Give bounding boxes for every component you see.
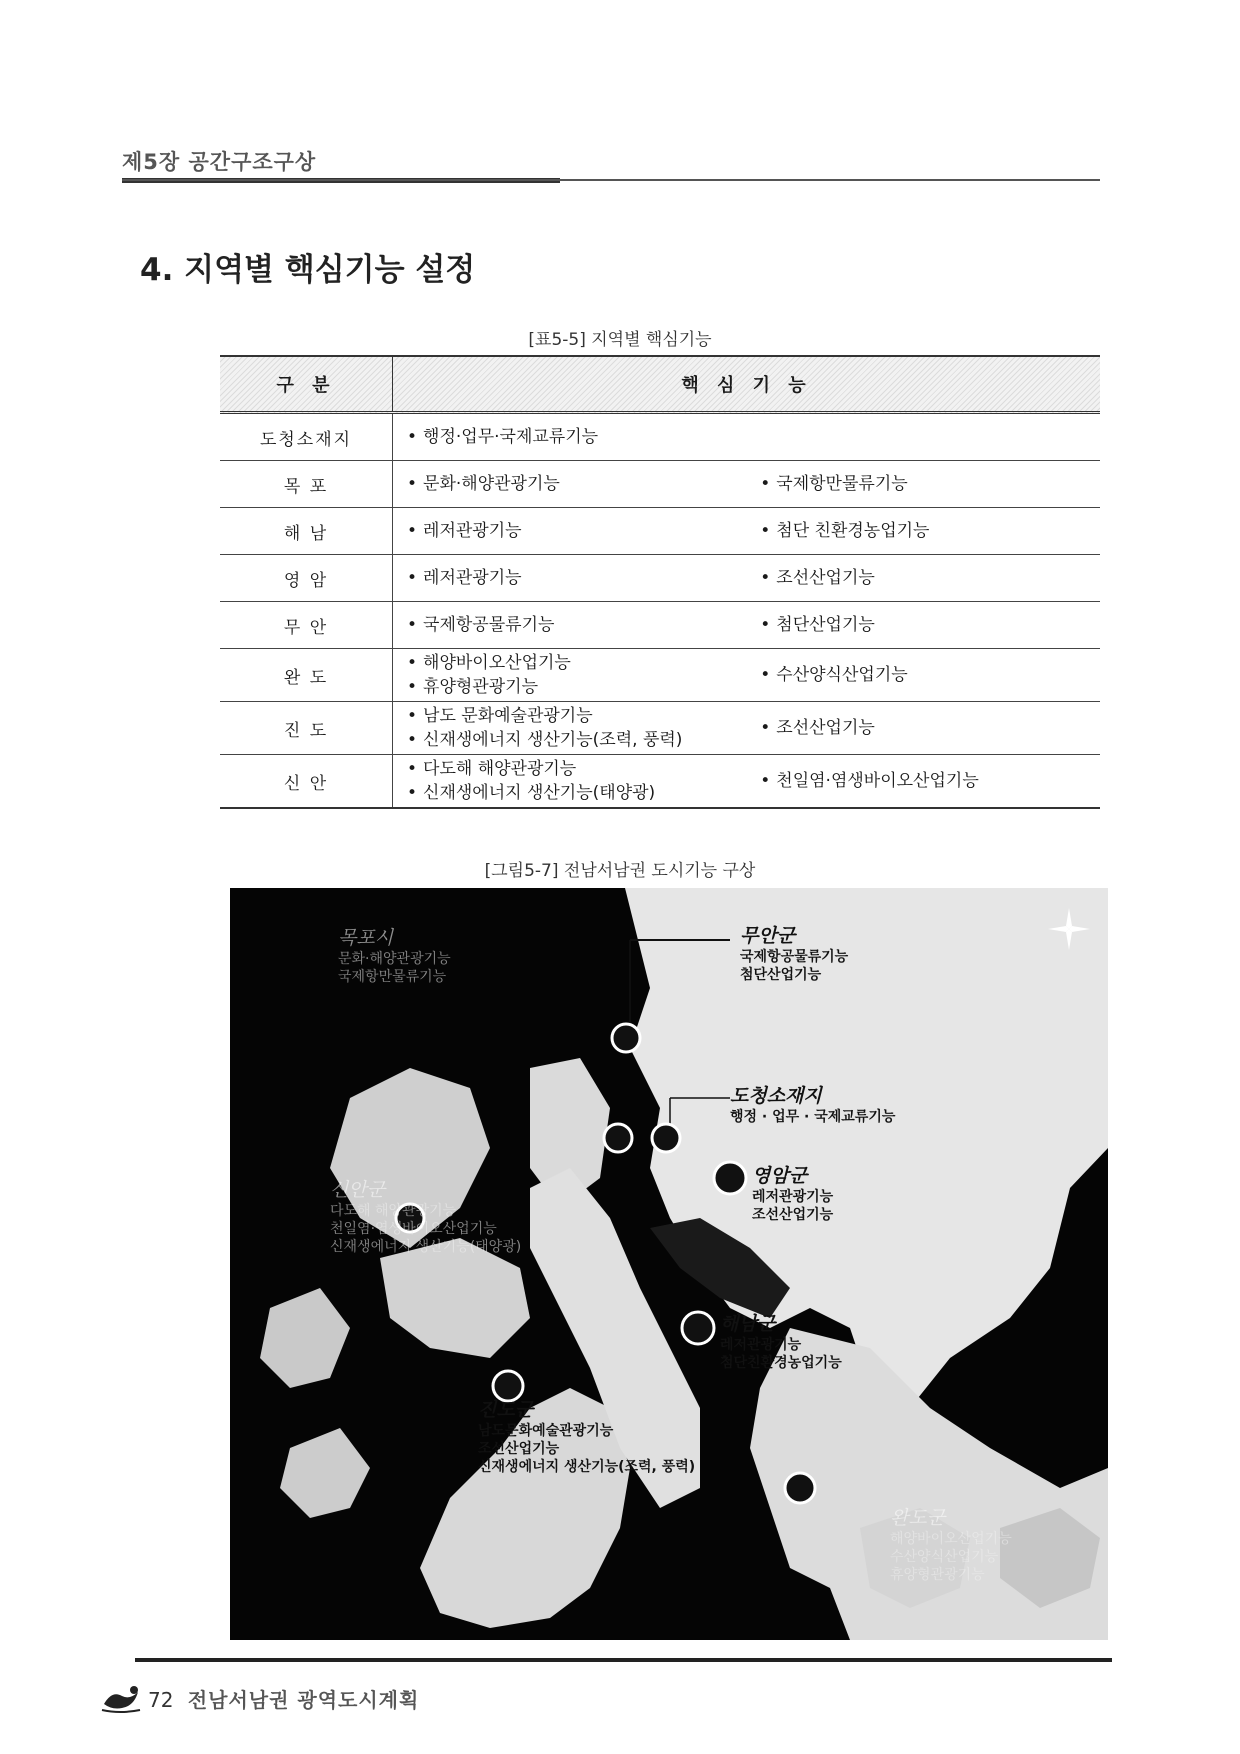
- map-label-haenam-line: 첨단친환경농업기능: [720, 1355, 842, 1371]
- function-text: 휴양형관광기능: [423, 677, 538, 697]
- bullet-icon: •: [407, 759, 418, 779]
- map-label-jindo-line: 남도문화예술관광기능: [478, 1423, 614, 1439]
- bullet-icon: •: [407, 653, 418, 673]
- function-item: [407, 704, 745, 728]
- map-label-docheong: [730, 1084, 895, 1126]
- bullet-icon: •: [407, 706, 418, 726]
- bullet-icon: •: [760, 771, 771, 791]
- table-cell-functions-right: [746, 413, 1100, 461]
- bullet-icon: •: [760, 718, 771, 738]
- table-row: [220, 508, 1100, 555]
- table-row: [220, 755, 1100, 809]
- bullet-icon: •: [760, 665, 771, 685]
- function-text: 수산양식산업기능: [776, 665, 908, 685]
- map-label-wando-title: 완도군: [890, 1507, 946, 1529]
- table-cell-functions-left: [393, 755, 747, 809]
- bullet-icon: •: [760, 568, 771, 588]
- map-label-muan-line: 국제항공물류기능: [740, 949, 849, 965]
- function-text: 천일염·염생바이오산업기능: [776, 771, 979, 791]
- map-label-mokpo: [338, 926, 451, 986]
- figure-caption: [그림5-7] 전남서남권 도시기능 구상: [484, 861, 756, 881]
- table-cell-region: 해 남: [220, 508, 393, 555]
- map-label-wando: [890, 1506, 1012, 1584]
- map-label-sinan: [330, 1178, 521, 1256]
- function-text: 국제항만물류기능: [776, 474, 908, 494]
- map-label-mokpo-line: 국제항만물류기능: [338, 969, 447, 985]
- table-row: [220, 461, 1100, 508]
- table-cell-functions-left: [393, 649, 747, 702]
- map-label-jindo-line: 신재생에너지 생산기능(조력, 풍력): [478, 1459, 696, 1475]
- function-item: [760, 716, 1099, 740]
- table-row: [220, 702, 1100, 755]
- table-cell-functions-left: [393, 602, 747, 649]
- function-item: [760, 663, 1099, 687]
- map-label-jindo-line: 조선산업기능: [478, 1441, 560, 1457]
- table-row: [220, 649, 1100, 702]
- map-label-sinan-line: 신재생에너지 생산기능(태양광): [330, 1239, 522, 1255]
- swan-logo-icon: [100, 1682, 142, 1714]
- map-label-muan-line: 첨단산업기능: [740, 967, 822, 983]
- table-cell-region: 목 포: [220, 461, 393, 508]
- table-row: [220, 555, 1100, 602]
- function-item: [760, 566, 1099, 590]
- map-label-yeongam-title: 영암군: [752, 1165, 808, 1187]
- map-label-jindo-title: 진도군: [478, 1399, 534, 1421]
- core-function-table: [220, 355, 1100, 809]
- bullet-icon: •: [407, 521, 418, 541]
- map-label-docheong-title: 도청소재지: [730, 1085, 822, 1107]
- table-cell-region: 무 안: [220, 602, 393, 649]
- map-label-haenam-line: 레저관광기능: [720, 1337, 802, 1353]
- header-rule: [122, 179, 1100, 181]
- map-label-jindo: [478, 1398, 695, 1476]
- header-region: 구 분: [220, 356, 393, 413]
- function-text: 신재생에너지 생산기능(조력, 풍력): [423, 730, 683, 750]
- function-item: [760, 472, 1099, 496]
- table-cell-region: 신 안: [220, 755, 393, 809]
- map-label-sinan-line: 천일염·염생바이오산업기능: [330, 1221, 497, 1237]
- map-label-wando-line: 해양바이오산업기능: [890, 1531, 1012, 1547]
- table-cell-functions-right: [746, 755, 1100, 809]
- table-cell-region: 영 암: [220, 555, 393, 602]
- function-text: 첨단산업기능: [776, 615, 875, 635]
- function-item: [407, 651, 745, 675]
- chapter-header: 제5장 공간구조구상: [122, 150, 317, 174]
- function-text: 문화·해양관광기능: [423, 474, 560, 494]
- map-label-haenam: [720, 1312, 842, 1372]
- table-cell-functions-right: [746, 555, 1100, 602]
- table-header-row: [220, 356, 1100, 413]
- map-label-haenam-title: 해남군: [720, 1313, 776, 1335]
- table-cell-region: 완 도: [220, 649, 393, 702]
- function-text: 신재생에너지 생산기능(태양광): [423, 783, 656, 803]
- function-text: 다도해 해양관광기능: [423, 759, 577, 779]
- map-label-mokpo-line: 문화·해양관광기능: [338, 951, 451, 967]
- function-text: 레저관광기능: [423, 568, 522, 588]
- function-text: 해양바이오산업기능: [423, 653, 571, 673]
- function-item: [407, 757, 745, 781]
- function-item: [407, 613, 745, 637]
- table-body: [220, 413, 1100, 809]
- table-cell-functions-left: [393, 413, 747, 461]
- function-text: 첨단 친환경농업기능: [776, 521, 930, 541]
- table-cell-functions-right: [746, 461, 1100, 508]
- footer-rule: [135, 1658, 1112, 1662]
- table-cell-functions-right: [746, 702, 1100, 755]
- function-text: 국제항공물류기능: [423, 615, 555, 635]
- bullet-icon: •: [407, 783, 418, 803]
- map-label-yeongam-line: 레저관광기능: [752, 1189, 834, 1205]
- bullet-icon: •: [407, 568, 418, 588]
- document-title: 전남서남권 광역도시계획: [187, 1688, 420, 1712]
- table-cell-region: 진 도: [220, 702, 393, 755]
- compass-icon: [1046, 906, 1092, 952]
- table-cell-functions-left: [393, 555, 747, 602]
- map-label-yeongam: [752, 1164, 833, 1224]
- function-item: [407, 728, 745, 752]
- map-label-sinan-line: 다도해 해양관광기능: [330, 1203, 457, 1219]
- map-label-sinan-title: 신안군: [330, 1179, 386, 1201]
- bullet-icon: •: [760, 474, 771, 494]
- table-cell-functions-left: [393, 461, 747, 508]
- function-item: [760, 613, 1099, 637]
- function-text: 조선산업기능: [776, 718, 875, 738]
- function-item: [407, 781, 745, 805]
- function-text: 조선산업기능: [776, 568, 875, 588]
- table-cell-functions-left: [393, 702, 747, 755]
- function-item: [407, 675, 745, 699]
- section-title: 4. 지역별 핵심기능 설정: [140, 252, 476, 288]
- bullet-icon: •: [407, 730, 418, 750]
- table-cell-region: 도청소재지: [220, 413, 393, 461]
- header-functions: 핵 심 기 능: [393, 356, 1101, 413]
- function-item: [407, 425, 745, 449]
- bullet-icon: •: [760, 615, 771, 635]
- map-label-mokpo-title: 목포시: [338, 927, 394, 949]
- function-item: [760, 769, 1099, 793]
- table-caption: [표5-5] 지역별 핵심기능: [528, 330, 712, 350]
- function-item: [407, 519, 745, 543]
- map-label-muan: [740, 924, 848, 984]
- table-cell-functions-right: [746, 602, 1100, 649]
- bullet-icon: •: [407, 427, 418, 447]
- table-row: [220, 602, 1100, 649]
- bullet-icon: •: [760, 521, 771, 541]
- function-text: 행정·업무·국제교류기능: [423, 427, 599, 447]
- page-number: 72: [148, 1688, 174, 1712]
- bullet-icon: •: [407, 677, 418, 697]
- bullet-icon: •: [407, 474, 418, 494]
- map-label-yeongam-line: 조선산업기능: [752, 1207, 834, 1223]
- regional-map: [230, 888, 1108, 1640]
- map-label-wando-line: 수산양식산업기능: [890, 1549, 999, 1565]
- function-item: [760, 519, 1099, 543]
- function-item: [407, 566, 745, 590]
- function-text: 레저관광기능: [423, 521, 522, 541]
- function-item: [407, 472, 745, 496]
- table-cell-functions-right: [746, 649, 1100, 702]
- map-label-wando-line: 휴양형관광기능: [890, 1567, 985, 1583]
- map-label-muan-title: 무안군: [740, 925, 796, 947]
- bullet-icon: •: [407, 615, 418, 635]
- table-cell-functions-right: [746, 508, 1100, 555]
- table-cell-functions-left: [393, 508, 747, 555]
- function-text: 남도 문화예술관광기능: [423, 706, 593, 726]
- table-row: [220, 413, 1100, 461]
- map-label-docheong-line: 행정 · 업무 · 국제교류기능: [730, 1109, 896, 1125]
- footer: [148, 1684, 419, 1713]
